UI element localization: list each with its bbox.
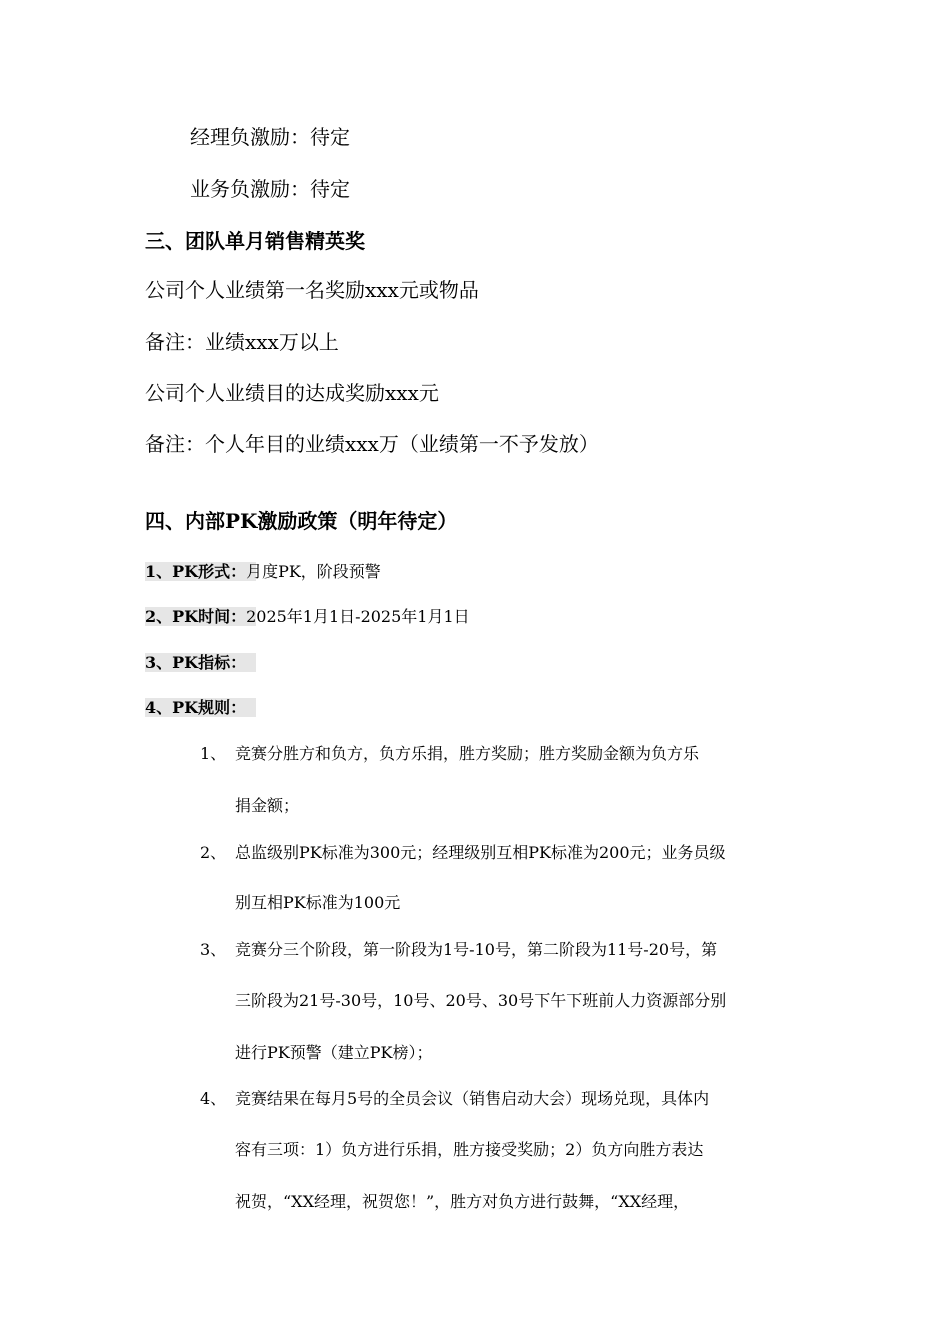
rule-number: 4、 [200, 1089, 227, 1108]
staff-negative-incentive: 业务负激励：待定 [190, 177, 350, 201]
rule-line: 三阶段为21号-30号，10号、20号、30号下午下班前人力资源部分别 [235, 991, 727, 1010]
rule-line: 竞赛分胜方和负方，负方乐捐，胜方奖励；胜方奖励金额为负方乐 [235, 744, 700, 763]
section-3-heading: 三、团队单月销售精英奖 [145, 229, 365, 253]
rule-line: 竞赛结果在每月5号的全员会议（销售启动大会）现场兑现，具体内 [235, 1089, 710, 1108]
rule-number: 3、 [200, 940, 227, 959]
section-4-heading: 四、内部PK激励政策（明年待定） [145, 509, 458, 533]
manager-negative-incentive: 经理负激励：待定 [190, 125, 350, 149]
award-top-performer: 公司个人业绩第一名奖励xxx元或物品 [145, 278, 479, 302]
pk-form-label: 1、PK形式： [145, 562, 256, 581]
pk-time-line [145, 607, 470, 627]
pk-index-label: 3、PK指标： [145, 653, 256, 672]
note-target-achieved: 备注：个人年目的业绩xxx万（业绩第一不予发放） [145, 432, 599, 456]
pk-time-value: 2025年1月1日-2025年1月1日 [246, 607, 470, 626]
pk-time-label: 2、PK时间： [145, 607, 256, 626]
rule-line: 别互相PK标准为100元 [235, 893, 401, 912]
note-top-performer: 备注：业绩xxx万以上 [145, 330, 339, 354]
pk-form-value: 月度PK，阶段预警 [246, 562, 381, 581]
pk-form-line [145, 562, 381, 582]
rule-number: 2、 [200, 843, 227, 862]
rule-line: 祝贺，“XX经理，祝贺您！”，胜方对负方进行鼓舞，“XX经理， [235, 1192, 690, 1211]
rule-line: 容有三项：1）负方进行乐捐，胜方接受奖励；2）负方向胜方表达 [235, 1140, 704, 1159]
rule-line: 进行PK预警（建立PK榜）； [235, 1043, 433, 1062]
rule-line: 总监级别PK标准为300元；经理级别互相PK标准为200元；业务员级 [235, 843, 726, 862]
pk-rules-line [145, 698, 256, 718]
rule-line: 捐金额； [235, 796, 300, 815]
pk-index-line [145, 653, 256, 673]
rule-line: 竞赛分三个阶段，第一阶段为1号-10号，第二阶段为11号-20号，第 [235, 940, 718, 959]
rule-number: 1、 [200, 744, 227, 763]
pk-rules-label: 4、PK规则： [145, 698, 256, 717]
award-target-achieved: 公司个人业绩目的达成奖励xxx元 [145, 381, 439, 405]
